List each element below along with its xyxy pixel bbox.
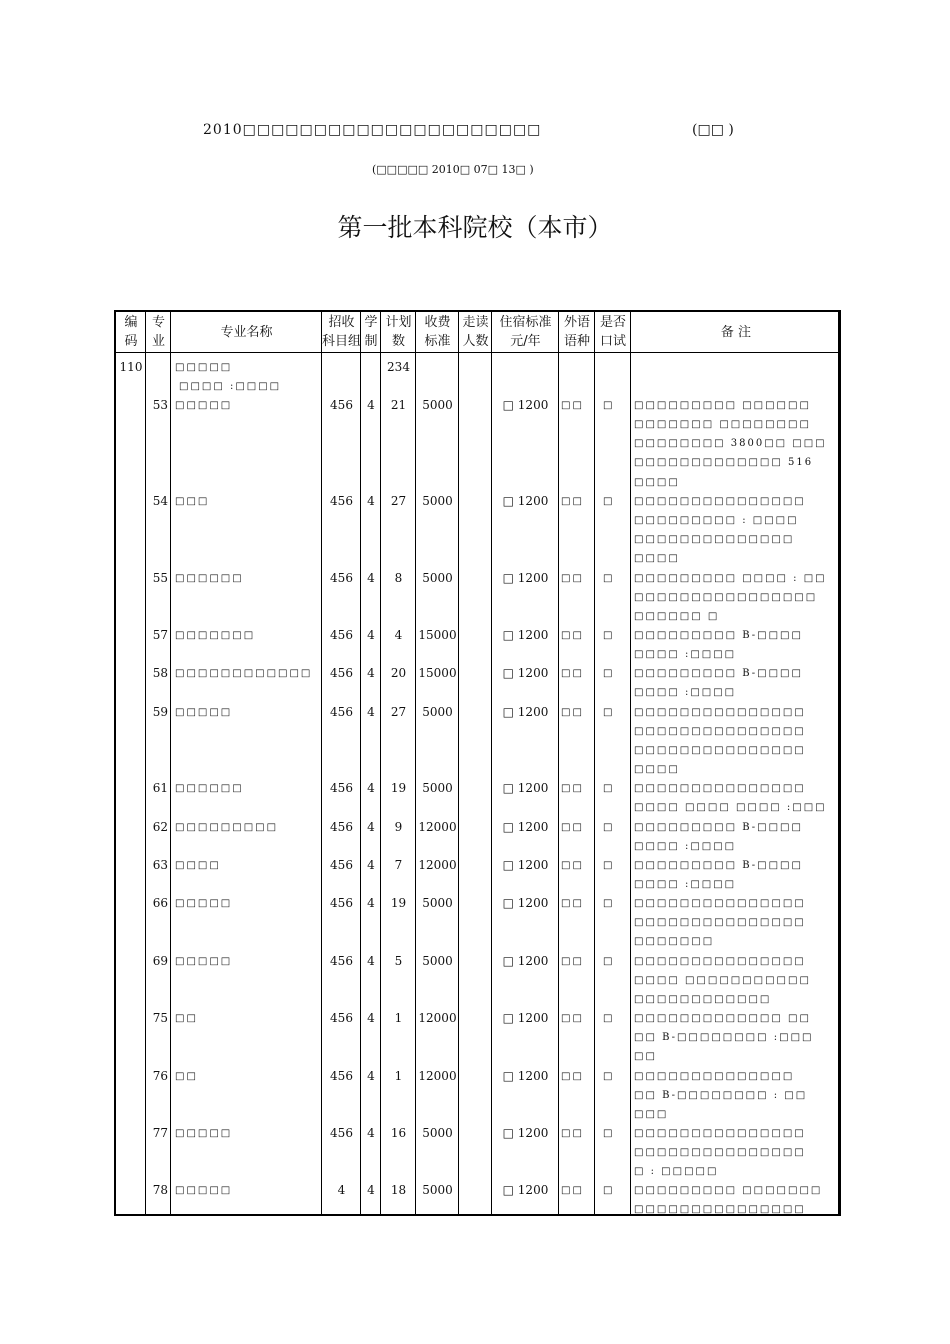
remark-line: □□□□□□□□□ □□□□□□ <box>634 400 811 411</box>
subject-group: 4 <box>337 1183 346 1197</box>
dorm-fee: □ 1200 <box>502 820 549 834</box>
major-name: □□□□□ <box>175 956 233 967</box>
remark-line: □□□□□□□□□ B-□□□□ <box>634 822 803 833</box>
tuition-fee: 12000 <box>418 820 457 834</box>
major-code: 55 <box>152 571 168 585</box>
remark-line: □□□□□□□□□ B-□□□□ <box>634 668 803 679</box>
remark-line: □□□□□□□ <box>634 936 715 947</box>
dorm-fee: □ 1200 <box>502 494 549 508</box>
plan-count: 27 <box>390 494 407 508</box>
column-divider <box>594 312 595 1214</box>
oral-test: □ <box>603 707 615 718</box>
tuition-fee: 5000 <box>422 1183 453 1197</box>
study-years: 4 <box>367 628 375 642</box>
subject-group: 456 <box>330 1011 353 1025</box>
remark-line: □□□□□□□□□□□□□□□ <box>634 707 806 718</box>
study-years: 4 <box>367 954 375 968</box>
remark-line: □□□□□□□□□ B-□□□□ <box>634 860 803 871</box>
language: □□ <box>561 1071 584 1082</box>
study-years: 4 <box>367 820 375 834</box>
study-years: 4 <box>367 494 375 508</box>
oral-test: □ <box>603 630 615 641</box>
major-name: □□ <box>175 1071 198 1082</box>
remark-line: □□□□ :□□□□ <box>634 649 737 660</box>
plan-count: 19 <box>390 781 407 795</box>
oral-test: □ <box>603 956 615 967</box>
subject-group: 456 <box>330 705 353 719</box>
remark-line: □□ <box>634 1051 657 1062</box>
plan-count: 9 <box>394 820 403 834</box>
remark-line: □□□□ :□□□□ <box>634 687 737 698</box>
document-title-tag: (□□ ) <box>692 122 734 138</box>
remark-line: □□□□ :□□□□ <box>634 841 737 852</box>
column-header-lang: 外语 语种 <box>563 315 590 349</box>
study-years: 4 <box>367 1183 375 1197</box>
remark-line: □□□□ <box>634 477 680 488</box>
language: □□ <box>561 668 584 679</box>
study-years: 4 <box>367 781 375 795</box>
language: □□ <box>561 822 584 833</box>
plan-count: 16 <box>390 1126 407 1140</box>
tuition-fee: 12000 <box>418 1011 457 1025</box>
major-code: 53 <box>152 398 168 412</box>
study-years: 4 <box>367 398 375 412</box>
subject-group: 456 <box>330 666 353 680</box>
tuition-fee: 15000 <box>418 666 457 680</box>
oral-test: □ <box>603 668 615 679</box>
major-code: 61 <box>152 781 168 795</box>
remark-line: □□□□□□□□□□□□□□□ <box>634 745 806 756</box>
remark-line: □□□□□□ □ <box>634 611 720 622</box>
dorm-fee: □ 1200 <box>502 1069 549 1083</box>
column-header-subject: 招收 科目组 <box>322 315 362 349</box>
school-plan-total: 234 <box>387 360 410 374</box>
column-header-oral: 是否 口试 <box>599 315 626 349</box>
study-years: 4 <box>367 1069 375 1083</box>
publish-date-line: (□□□□□ 2010□ 07□ 13□ ) <box>372 163 534 176</box>
subject-group: 456 <box>330 571 353 585</box>
tuition-fee: 5000 <box>422 781 453 795</box>
tuition-fee: 5000 <box>422 705 453 719</box>
major-code: 77 <box>152 1126 168 1140</box>
major-code: 69 <box>152 954 168 968</box>
column-header-remark: 备 注 <box>720 324 752 340</box>
plan-count: 5 <box>394 954 403 968</box>
major-code: 58 <box>152 666 168 680</box>
language: □□ <box>561 1013 584 1024</box>
remark-line: □□□ <box>634 1109 669 1120</box>
remark-line: □□□□□□□□□□□□□□□ <box>634 917 806 928</box>
dorm-fee: □ 1200 <box>502 666 549 680</box>
subject-group: 456 <box>330 954 353 968</box>
dorm-fee: □ 1200 <box>502 858 549 872</box>
remark-line: □□□□□□□□□ □□□□ : □□ <box>634 573 827 584</box>
tuition-fee: 15000 <box>418 628 457 642</box>
column-header-day: 走读 人数 <box>462 315 489 349</box>
oral-test: □ <box>603 860 615 871</box>
major-name: □□□□□□□□□ <box>175 822 279 833</box>
remark-line: □□□□□□□□ 3800□□ □□□ <box>634 438 827 449</box>
plan-count: 20 <box>390 666 407 680</box>
oral-test: □ <box>603 1071 615 1082</box>
oral-test: □ <box>603 898 615 909</box>
remark-line: □□ B-□□□□□□□□ : □□ <box>634 1090 808 1101</box>
tuition-fee: 5000 <box>422 1126 453 1140</box>
remark-line: □□□□ □□□□□□□□□□□ <box>634 975 811 986</box>
subject-group: 456 <box>330 896 353 910</box>
subject-group: 456 <box>330 628 353 642</box>
major-name: □□□□□ <box>175 400 233 411</box>
language: □□ <box>561 630 584 641</box>
language: □□ <box>561 860 584 871</box>
dorm-fee: □ 1200 <box>502 628 549 642</box>
plan-count: 21 <box>390 398 407 412</box>
tuition-fee: 5000 <box>422 954 453 968</box>
language: □□ <box>561 496 584 507</box>
major-name: □□ <box>175 1013 198 1024</box>
plan-count: 8 <box>394 571 403 585</box>
remark-line: □□□□□□□□□□□□□□□ <box>634 1128 806 1139</box>
major-name: □□□□□ <box>175 707 233 718</box>
remark-line: □□□□□□□□□ : □□□□ <box>634 515 799 526</box>
oral-test: □ <box>603 1013 615 1024</box>
dorm-fee: □ 1200 <box>502 571 549 585</box>
plan-count: 1 <box>394 1011 403 1025</box>
dorm-fee: □ 1200 <box>502 1126 549 1140</box>
document-title-line: 2010□□□□□□□□□□□□□□□□□□□□□ <box>203 122 542 138</box>
admission-plan-table <box>114 310 841 1216</box>
study-years: 4 <box>367 705 375 719</box>
remark-line: □□□□□□□□□ B-□□□□ <box>634 630 803 641</box>
dorm-fee: □ 1200 <box>502 954 549 968</box>
remark-line: □□□□□□□□□□□□□□□ <box>634 1147 806 1158</box>
study-years: 4 <box>367 1011 375 1025</box>
remark-line: □□□□□□□□□□□□□□□ <box>634 956 806 967</box>
dorm-fee: □ 1200 <box>502 1183 549 1197</box>
dorm-fee: □ 1200 <box>502 398 549 412</box>
dorm-fee: □ 1200 <box>502 781 549 795</box>
oral-test: □ <box>603 783 615 794</box>
column-header-dorm: 住宿标准 元/年 <box>499 315 552 349</box>
dorm-fee: □ 1200 <box>502 1011 549 1025</box>
remark-line: □□□□ □□□□ □□□□ :□□□ <box>634 802 827 813</box>
column-header-years: 学 制 <box>364 315 378 349</box>
header-divider <box>116 352 838 353</box>
tuition-fee: 5000 <box>422 571 453 585</box>
study-years: 4 <box>367 571 375 585</box>
remark-line: □□□□□□□□□□□□□ □□ <box>634 1013 811 1024</box>
remark-line: □□□□□□□□□□□□□□□ <box>634 783 806 794</box>
remark-line: □□□□ :□□□□ <box>634 879 737 890</box>
remark-line: □□□□□□□ □□□□□□□□ <box>634 419 811 430</box>
major-name: □□□□□□□ <box>175 630 256 641</box>
language: □□ <box>561 1185 584 1196</box>
subject-group: 456 <box>330 1126 353 1140</box>
subject-group: 456 <box>330 781 353 795</box>
oral-test: □ <box>603 496 615 507</box>
column-header-plan: 计划 数 <box>385 315 412 349</box>
subject-group: 456 <box>330 858 353 872</box>
major-code: 62 <box>152 820 168 834</box>
study-years: 4 <box>367 896 375 910</box>
study-years: 4 <box>367 666 375 680</box>
oral-test: □ <box>603 822 615 833</box>
remark-line: □□□□□□□□□□□□□ 516 <box>634 457 814 468</box>
remark-line: □□□□□□□□□□□□□□□ <box>634 898 806 909</box>
remark-line: □□ B-□□□□□□□□ :□□□ <box>634 1032 814 1043</box>
school-name: □□□□□ <box>175 362 233 373</box>
remark-line: □ : □□□□□ <box>634 1166 719 1177</box>
remark-line: □□□□□□□□□□□□□□□ <box>634 1204 806 1215</box>
language: □□ <box>561 956 584 967</box>
major-code: 66 <box>152 896 168 910</box>
subject-group: 456 <box>330 820 353 834</box>
column-divider <box>630 312 631 1214</box>
remark-line: □□□□□□□□□□□□□□□ <box>634 726 806 737</box>
subject-group: 456 <box>330 1069 353 1083</box>
language: □□ <box>561 783 584 794</box>
language: □□ <box>561 400 584 411</box>
tuition-fee: 5000 <box>422 896 453 910</box>
oral-test: □ <box>603 573 615 584</box>
oral-test: □ <box>603 1128 615 1139</box>
column-header-major: 专 业 <box>151 315 165 349</box>
tuition-fee: 12000 <box>418 1069 457 1083</box>
major-code: 78 <box>152 1183 168 1197</box>
language: □□ <box>561 898 584 909</box>
dorm-fee: □ 1200 <box>502 705 549 719</box>
remark-line: □□□□□□□□□□□□□□ <box>634 534 795 545</box>
plan-count: 19 <box>390 896 407 910</box>
plan-count: 27 <box>390 705 407 719</box>
plan-count: 1 <box>394 1069 403 1083</box>
major-code: 54 <box>152 494 168 508</box>
tuition-fee: 5000 <box>422 398 453 412</box>
language: □□ <box>561 573 584 584</box>
major-name: □□□□□ <box>175 1128 233 1139</box>
major-code: 76 <box>152 1069 168 1083</box>
study-years: 4 <box>367 1126 375 1140</box>
tuition-fee: 12000 <box>418 858 457 872</box>
school-code: 110 <box>119 360 143 374</box>
remark-line: □□□□ <box>634 764 680 775</box>
tuition-fee: 5000 <box>422 494 453 508</box>
column-header-fee: 收费 标准 <box>424 315 451 349</box>
remark-line: □□□□□□□□□□□□□□□ <box>634 496 806 507</box>
language: □□ <box>561 707 584 718</box>
remark-line: □□□□□□□□□ □□□□□□□ <box>634 1185 823 1196</box>
major-name: □□□□□ <box>175 1185 233 1196</box>
remark-line: □□□□□□□□□□□□ <box>634 994 772 1005</box>
remark-line: □□□□ <box>634 553 680 564</box>
major-name: □□□□□□□□□□□□ <box>175 668 313 679</box>
major-name: □□□□□□ <box>175 783 244 794</box>
major-code: 57 <box>152 628 168 642</box>
major-name: □□□ <box>175 496 210 507</box>
oral-test: □ <box>603 1185 615 1196</box>
major-code: 75 <box>152 1011 168 1025</box>
column-header-code: 编 码 <box>124 315 138 349</box>
language: □□ <box>561 1128 584 1139</box>
remark-line: □□□□□□□□□□□□□□ <box>634 1071 795 1082</box>
plan-count: 4 <box>394 628 403 642</box>
major-name: □□□□□ <box>175 898 233 909</box>
plan-count: 7 <box>394 858 403 872</box>
dorm-fee: □ 1200 <box>502 896 549 910</box>
oral-test: □ <box>603 400 615 411</box>
major-name: □□□□ <box>175 860 221 871</box>
study-years: 4 <box>367 858 375 872</box>
plan-count: 18 <box>390 1183 407 1197</box>
subject-group: 456 <box>330 398 353 412</box>
page-title: 第一批本科院校（本市） <box>337 213 613 242</box>
column-header-name: 专业名称 <box>220 324 273 340</box>
major-code: 59 <box>152 705 168 719</box>
remark-line: □□□□□□□□□□□□□□□□ <box>634 592 818 603</box>
subject-group: 456 <box>330 494 353 508</box>
major-name: □□□□□□ <box>175 573 244 584</box>
school-name-note: □□□□ :□□□□ <box>179 381 282 392</box>
column-divider <box>170 312 171 1214</box>
major-code: 63 <box>152 858 168 872</box>
